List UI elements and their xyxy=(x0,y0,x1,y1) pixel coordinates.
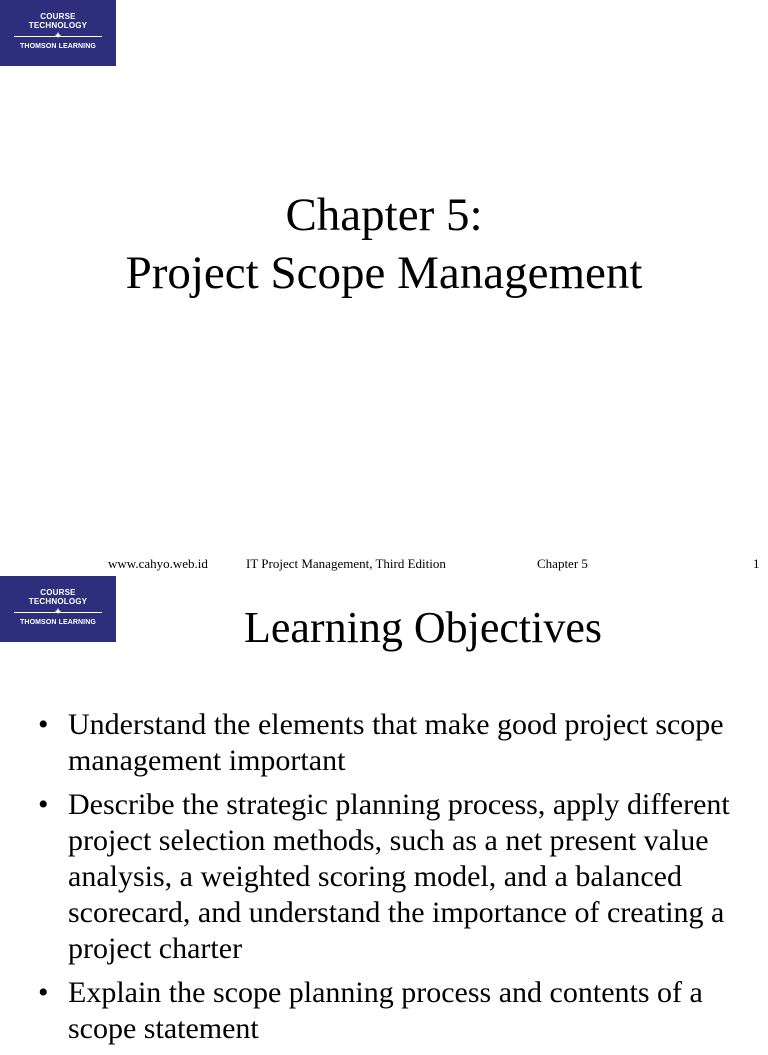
course-technology-logo xyxy=(0,0,116,66)
footer-url: www.cahyo.web.id xyxy=(108,556,208,571)
logo-star-icon: ✦ xyxy=(54,31,62,40)
course-technology-logo xyxy=(0,576,116,642)
learning-objectives-title: Learning Objectives xyxy=(244,603,602,652)
logo-line-3: THOMSON LEARNING xyxy=(20,43,96,50)
list-item xyxy=(0,787,768,967)
footer-page-number: 1 xyxy=(753,556,760,571)
logo-line-1: COURSE xyxy=(40,588,76,597)
logo-star-icon: ✦ xyxy=(54,607,62,616)
slide-2 xyxy=(0,576,768,1045)
logo-line-2: TECHNOLOGY xyxy=(28,597,88,606)
bullet-text: Understand the elements that make good project scope management important xyxy=(68,708,724,777)
logo-line-2: TECHNOLOGY xyxy=(28,21,88,30)
bullet-text: Explain the scope planning process and contents of a scope statement xyxy=(68,976,703,1045)
list-item xyxy=(0,975,768,1047)
footer-book-title: IT Project Management, Third Edition xyxy=(246,556,446,571)
title-line-1: Chapter 5: xyxy=(285,189,483,241)
logo-line-3: THOMSON LEARNING xyxy=(20,619,96,626)
footer-chapter: Chapter 5 xyxy=(537,556,588,571)
slide-title xyxy=(0,186,768,302)
title-line-2: Project Scope Management xyxy=(125,247,643,299)
bullet-icon: • xyxy=(38,708,49,741)
bullet-icon: • xyxy=(38,788,49,821)
bullet-text: Describe the strategic planning process, apply different project selection methods, such as a net present value analysis, a weighted scoring model, and a balanced scorecard, and understand the importance of creating a project charter xyxy=(68,788,730,965)
list-item xyxy=(0,707,768,779)
logo-line-1: COURSE xyxy=(40,12,76,21)
bullet-icon: • xyxy=(38,976,49,1009)
objectives-list xyxy=(0,707,768,1055)
